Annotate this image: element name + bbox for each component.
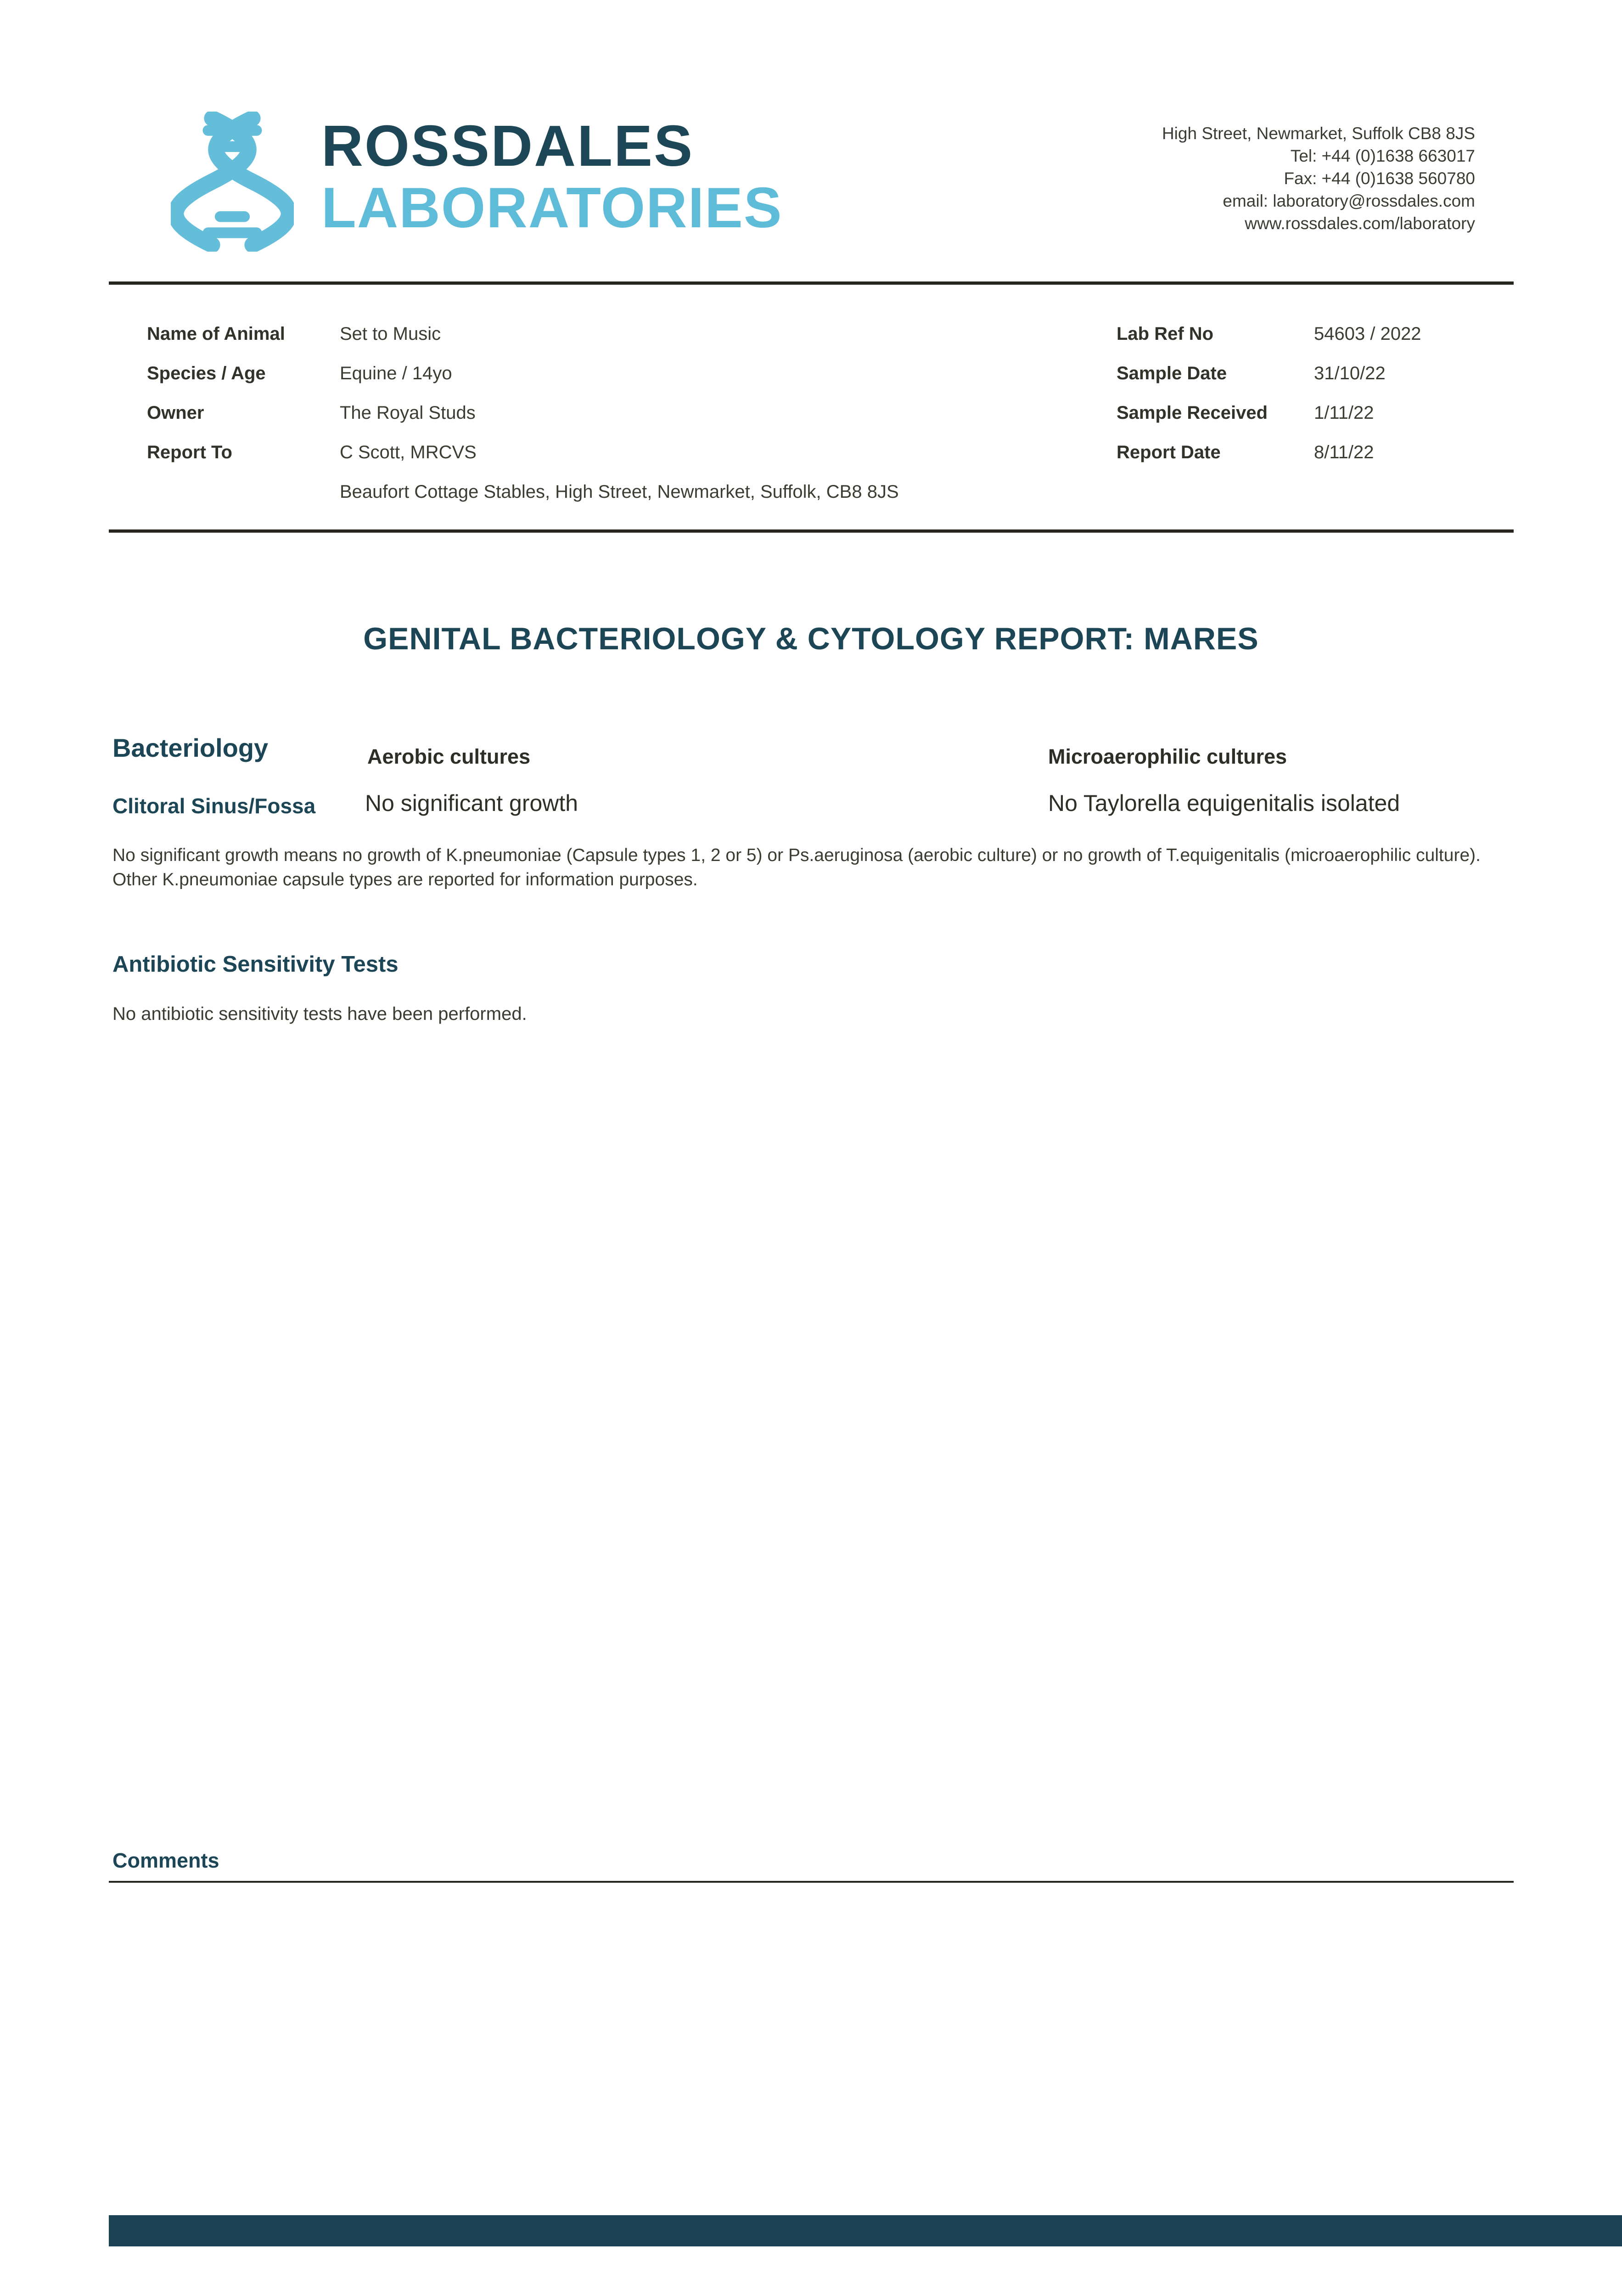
info-row-report-to-address	[147, 482, 899, 521]
info-row-lab-ref	[1117, 324, 1421, 363]
comments-divider	[109, 1881, 1514, 1883]
info-value: Set to Music	[340, 324, 441, 344]
lab-address-block	[1162, 122, 1475, 235]
footer-bar	[109, 2215, 1622, 2246]
clitoral-sinus-fossa-row-label: Clitoral Sinus/Fossa	[112, 794, 316, 818]
microaerophilic-cultures-column-header: Microaerophilic cultures	[1048, 745, 1287, 768]
info-row-report-to	[147, 442, 899, 482]
info-row-sample-date	[1117, 363, 1421, 403]
info-label: Sample Received	[1117, 403, 1268, 423]
brand-name: ROSSDALES	[321, 113, 694, 178]
brand-subname: LABORATORIES	[321, 176, 783, 240]
dna-helix-logo-icon	[171, 112, 294, 252]
info-label: Sample Date	[1117, 363, 1227, 383]
antibiotic-sensitivity-text: No antibiotic sensitivity tests have been performed.	[112, 1004, 527, 1024]
sample-info-block	[1117, 324, 1421, 482]
info-row-owner	[147, 403, 899, 442]
info-label: Report Date	[1117, 442, 1221, 462]
animal-info-block	[147, 324, 899, 521]
aerobic-result: No significant growth	[365, 790, 578, 816]
info-value: The Royal Studs	[340, 403, 476, 423]
bacteriology-note: No significant growth means no growth of K.pneumoniae (Capsule types 1, 2 or 5) or Ps.aeruginosa (aerobic culture) or no growth of T.equigenitalis (microaerophilic culture). Other K.pneumoniae capsule types are reported for information purposes.	[112, 845, 1481, 889]
antibiotic-sensitivity-heading: Antibiotic Sensitivity Tests	[112, 952, 398, 977]
info-row-sample-received	[1117, 403, 1421, 442]
info-value: 8/11/22	[1314, 442, 1374, 462]
info-value: Beaufort Cottage Stables, High Street, Newmarket, Suffolk, CB8 8JS	[340, 482, 899, 502]
aerobic-cultures-column-header: Aerobic cultures	[367, 745, 531, 768]
microaerophilic-result: No Taylorella equigenitalis isolated	[1048, 790, 1400, 816]
report-title: GENITAL BACTERIOLOGY & CYTOLOGY REPORT: MARES	[363, 621, 1259, 656]
info-row-report-date	[1117, 442, 1421, 482]
info-value: 31/10/22	[1314, 363, 1386, 383]
header-divider	[109, 281, 1514, 285]
info-row-species-age	[147, 363, 899, 403]
info-label: Report To	[147, 442, 232, 462]
info-label: Name of Animal	[147, 324, 285, 344]
info-divider	[109, 529, 1514, 533]
info-value: C Scott, MRCVS	[340, 442, 477, 462]
info-label: Owner	[147, 403, 204, 423]
info-label: Lab Ref No	[1117, 324, 1214, 344]
brand-wordmark	[321, 113, 783, 240]
comments-heading: Comments	[112, 1849, 219, 1872]
address-line: High Street, Newmarket, Suffolk CB8 8JS	[1162, 124, 1475, 143]
bacteriology-heading: Bacteriology	[112, 733, 269, 762]
info-value: 1/11/22	[1314, 403, 1374, 423]
email-line: email: laboratory@rossdales.com	[1223, 191, 1475, 210]
info-value: Equine / 14yo	[340, 363, 452, 383]
info-label: Species / Age	[147, 363, 266, 383]
website-line: www.rossdales.com/laboratory	[1245, 214, 1475, 233]
phone-line: Tel: +44 (0)1638 663017	[1290, 146, 1475, 165]
info-value: 54603 / 2022	[1314, 324, 1421, 344]
info-row-name-of-animal	[147, 324, 899, 363]
fax-line: Fax: +44 (0)1638 560780	[1284, 169, 1475, 188]
